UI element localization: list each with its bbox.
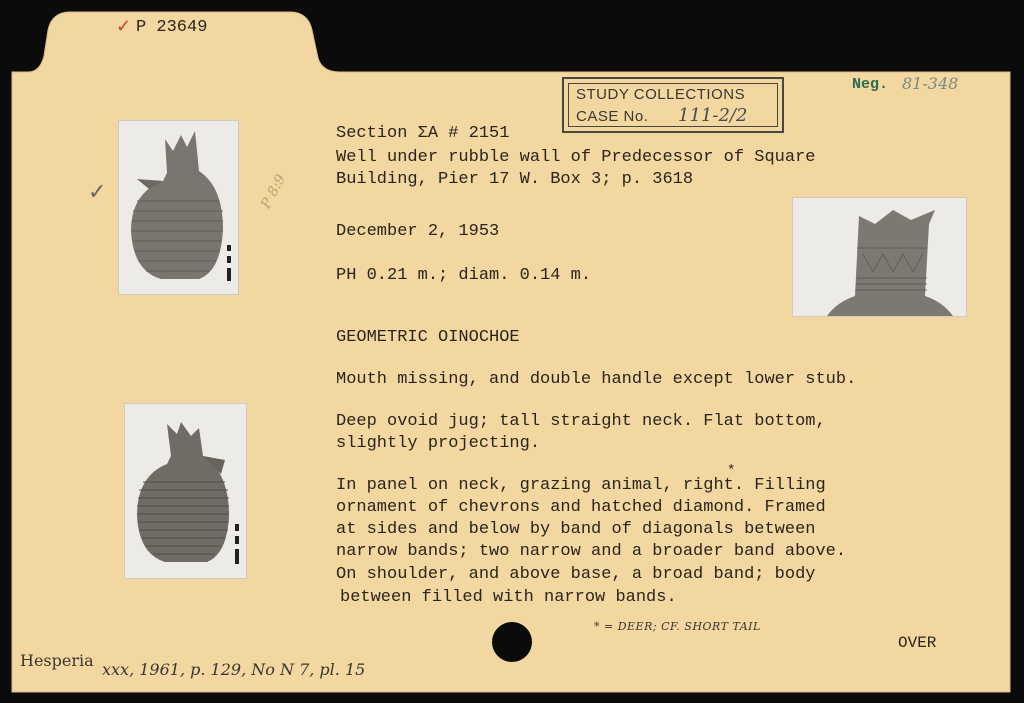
description-line: On shoulder, and above base, a broad band; body — [336, 565, 816, 584]
photo-neck-detail — [792, 197, 967, 317]
description-line: slightly projecting. — [336, 434, 541, 453]
stamp-title: STUDY COLLECTIONS — [576, 86, 746, 103]
description-line: between filled with narrow bands. — [340, 588, 677, 607]
publication-printed: Hesperia — [20, 651, 94, 670]
description-line: Deep ovoid jug; tall straight neck. Flat bottom, — [336, 412, 826, 431]
study-collections-stamp — [562, 77, 784, 133]
description-line: ornament of chevrons and hatched diamond. Framed — [336, 498, 826, 517]
catalog-number: P 23649 — [136, 18, 208, 37]
punch-hole — [492, 622, 532, 662]
neg-value: 81-348 — [902, 74, 959, 93]
photo-jug-side — [124, 403, 247, 579]
publication-handwritten: xxx, 1961, p. 129, No N 7, pl. 15 — [102, 660, 366, 679]
date: December 2, 1953 — [336, 222, 500, 241]
over-label: OVER — [898, 634, 937, 652]
asterisk-mark: * — [727, 463, 736, 479]
dimensions: PH 0.21 m.; diam. 0.14 m. — [336, 266, 592, 285]
stamp-case-label: CASE No. — [576, 108, 649, 125]
stamp-case-value: 111-2/2 — [678, 105, 748, 126]
section-line: Section ΣA # 2151 — [336, 124, 510, 143]
location-line-1: Well under rubble wall of Predecessor of Square — [336, 148, 816, 167]
description-line: In panel on neck, grazing animal, right. Filling — [336, 476, 826, 495]
neg-label: Neg. — [852, 76, 889, 93]
description-line: at sides and below by band of diagonals between — [336, 520, 816, 539]
location-line-2: Building, Pier 17 W. Box 3; p. 3618 — [336, 170, 694, 189]
footnote: * = DEER; CF. SHORT TAIL — [594, 620, 761, 633]
check-mark-margin-icon: ✓ — [88, 180, 107, 205]
object-title: GEOMETRIC OINOCHOE — [336, 328, 520, 347]
description-line: Mouth missing, and double handle except lower stub. — [336, 370, 857, 389]
description-line: narrow bands; two narrow and a broader band above. — [336, 542, 847, 561]
check-mark-icon: ✓ — [116, 16, 132, 37]
margin-note: P 8:9 — [258, 171, 290, 212]
photo-jug-front — [118, 120, 239, 295]
